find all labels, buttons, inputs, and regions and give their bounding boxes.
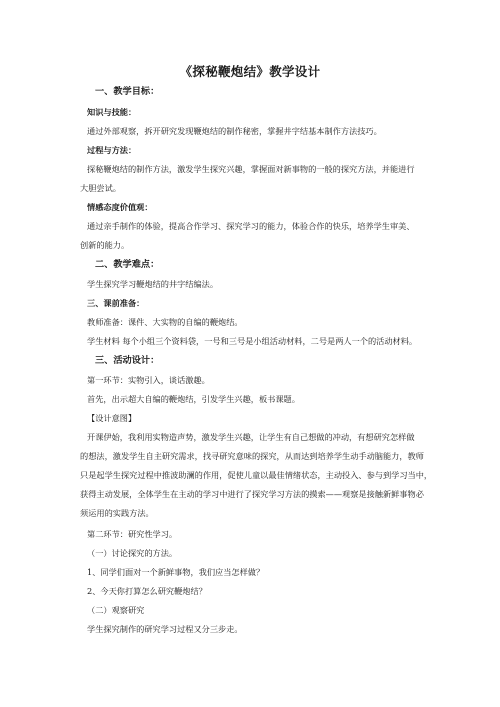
paragraph-teacher-prep: 教师准备：课件、大实物的自编的鞭炮结。 (87, 317, 243, 327)
section-heading-objectives: 一、教学目标： (95, 86, 160, 97)
paragraph-knowledge: 通过外部观察，拆开研究发现鞭炮结的制作秘密，掌握井字结基本制作方法技巧。 (87, 126, 382, 136)
paragraph-step2: 第二环节：研究性学习。 (87, 529, 178, 539)
section-heading-preparation: 三、课前准备： (87, 298, 145, 308)
paragraph-difficulty: 学生探究学习鞭炮结的井字结编法。 (87, 279, 219, 289)
paragraph-first: 首先，出示超大自编的鞭炮结，引发学生兴趣，板书课题。 (87, 394, 300, 404)
paragraph-question1: 1、同学们面对一个新鲜事物，我们应当怎样做？ (87, 567, 265, 577)
paragraph-process-line2: 大胆尝试。 (80, 183, 121, 193)
paragraph-emotion-line2: 创新的能力。 (80, 240, 130, 250)
paragraph-discuss: （一）讨论探究的方法。 (87, 548, 178, 558)
paragraph-intent-line4: 获得主动发展，全体学生在主动的学习中进行了探究学习方法的摸索——观察是接触新鲜事物必 (80, 489, 424, 499)
subheading-emotion: 情感态度价值观： (87, 202, 153, 212)
paragraph-intent-line1: 开课伊始，我利用实物造声势，激发学生兴趣，让学生有自己想做的冲动，有想研究怎样做 (87, 432, 415, 442)
paragraph-step1: 第一环节：实物引入，谈话激趣。 (87, 375, 210, 385)
section-heading-activity: 三、活动设计： (95, 355, 160, 366)
paragraph-observe: （二）观察研究 (87, 605, 145, 615)
paragraph-observe-desc: 学生探究制作的研究学习过程又分三步走。 (87, 624, 243, 634)
design-intent-label: 【设计意图】 (87, 413, 137, 423)
paragraph-intent-line3: 只是起学生探究过程中推波助澜的作用，促使儿童以最佳情绪状态，主动投入、参与到学习当中， (80, 470, 433, 480)
paragraph-emotion-line1: 通过亲手制作的体验，提高合作学习、探究学习的能力，体验合作的快乐，培养学生审美、 (87, 221, 415, 231)
paragraph-student-prep: 学生材料 每个小组三个资料袋，一号和三号是小组活动材料，二号是两人一个的活动材料。 (87, 336, 418, 346)
document-title: 《探秘鞭炮结》教学设计 (179, 64, 321, 79)
paragraph-intent-line2: 的想法，激发学生自主研究需求，找寻研究意味的探究，从而达到培养学生动手动脑能力，教师 (80, 451, 424, 461)
paragraph-process-line1: 探秘鞭炮结的制作方法，激发学生探究兴趣，掌握面对新事物的一般的探究方法，并能进行 (87, 164, 415, 174)
section-heading-difficulty: 二、教学难点： (95, 259, 160, 270)
paragraph-intent-line5: 须运用的实践方法。 (80, 508, 154, 518)
paragraph-question2: 2、今天你打算怎么研究鞭炮结？ (87, 586, 207, 596)
subheading-knowledge: 知识与技能： (87, 107, 137, 117)
subheading-process: 过程与方法： (87, 145, 137, 155)
